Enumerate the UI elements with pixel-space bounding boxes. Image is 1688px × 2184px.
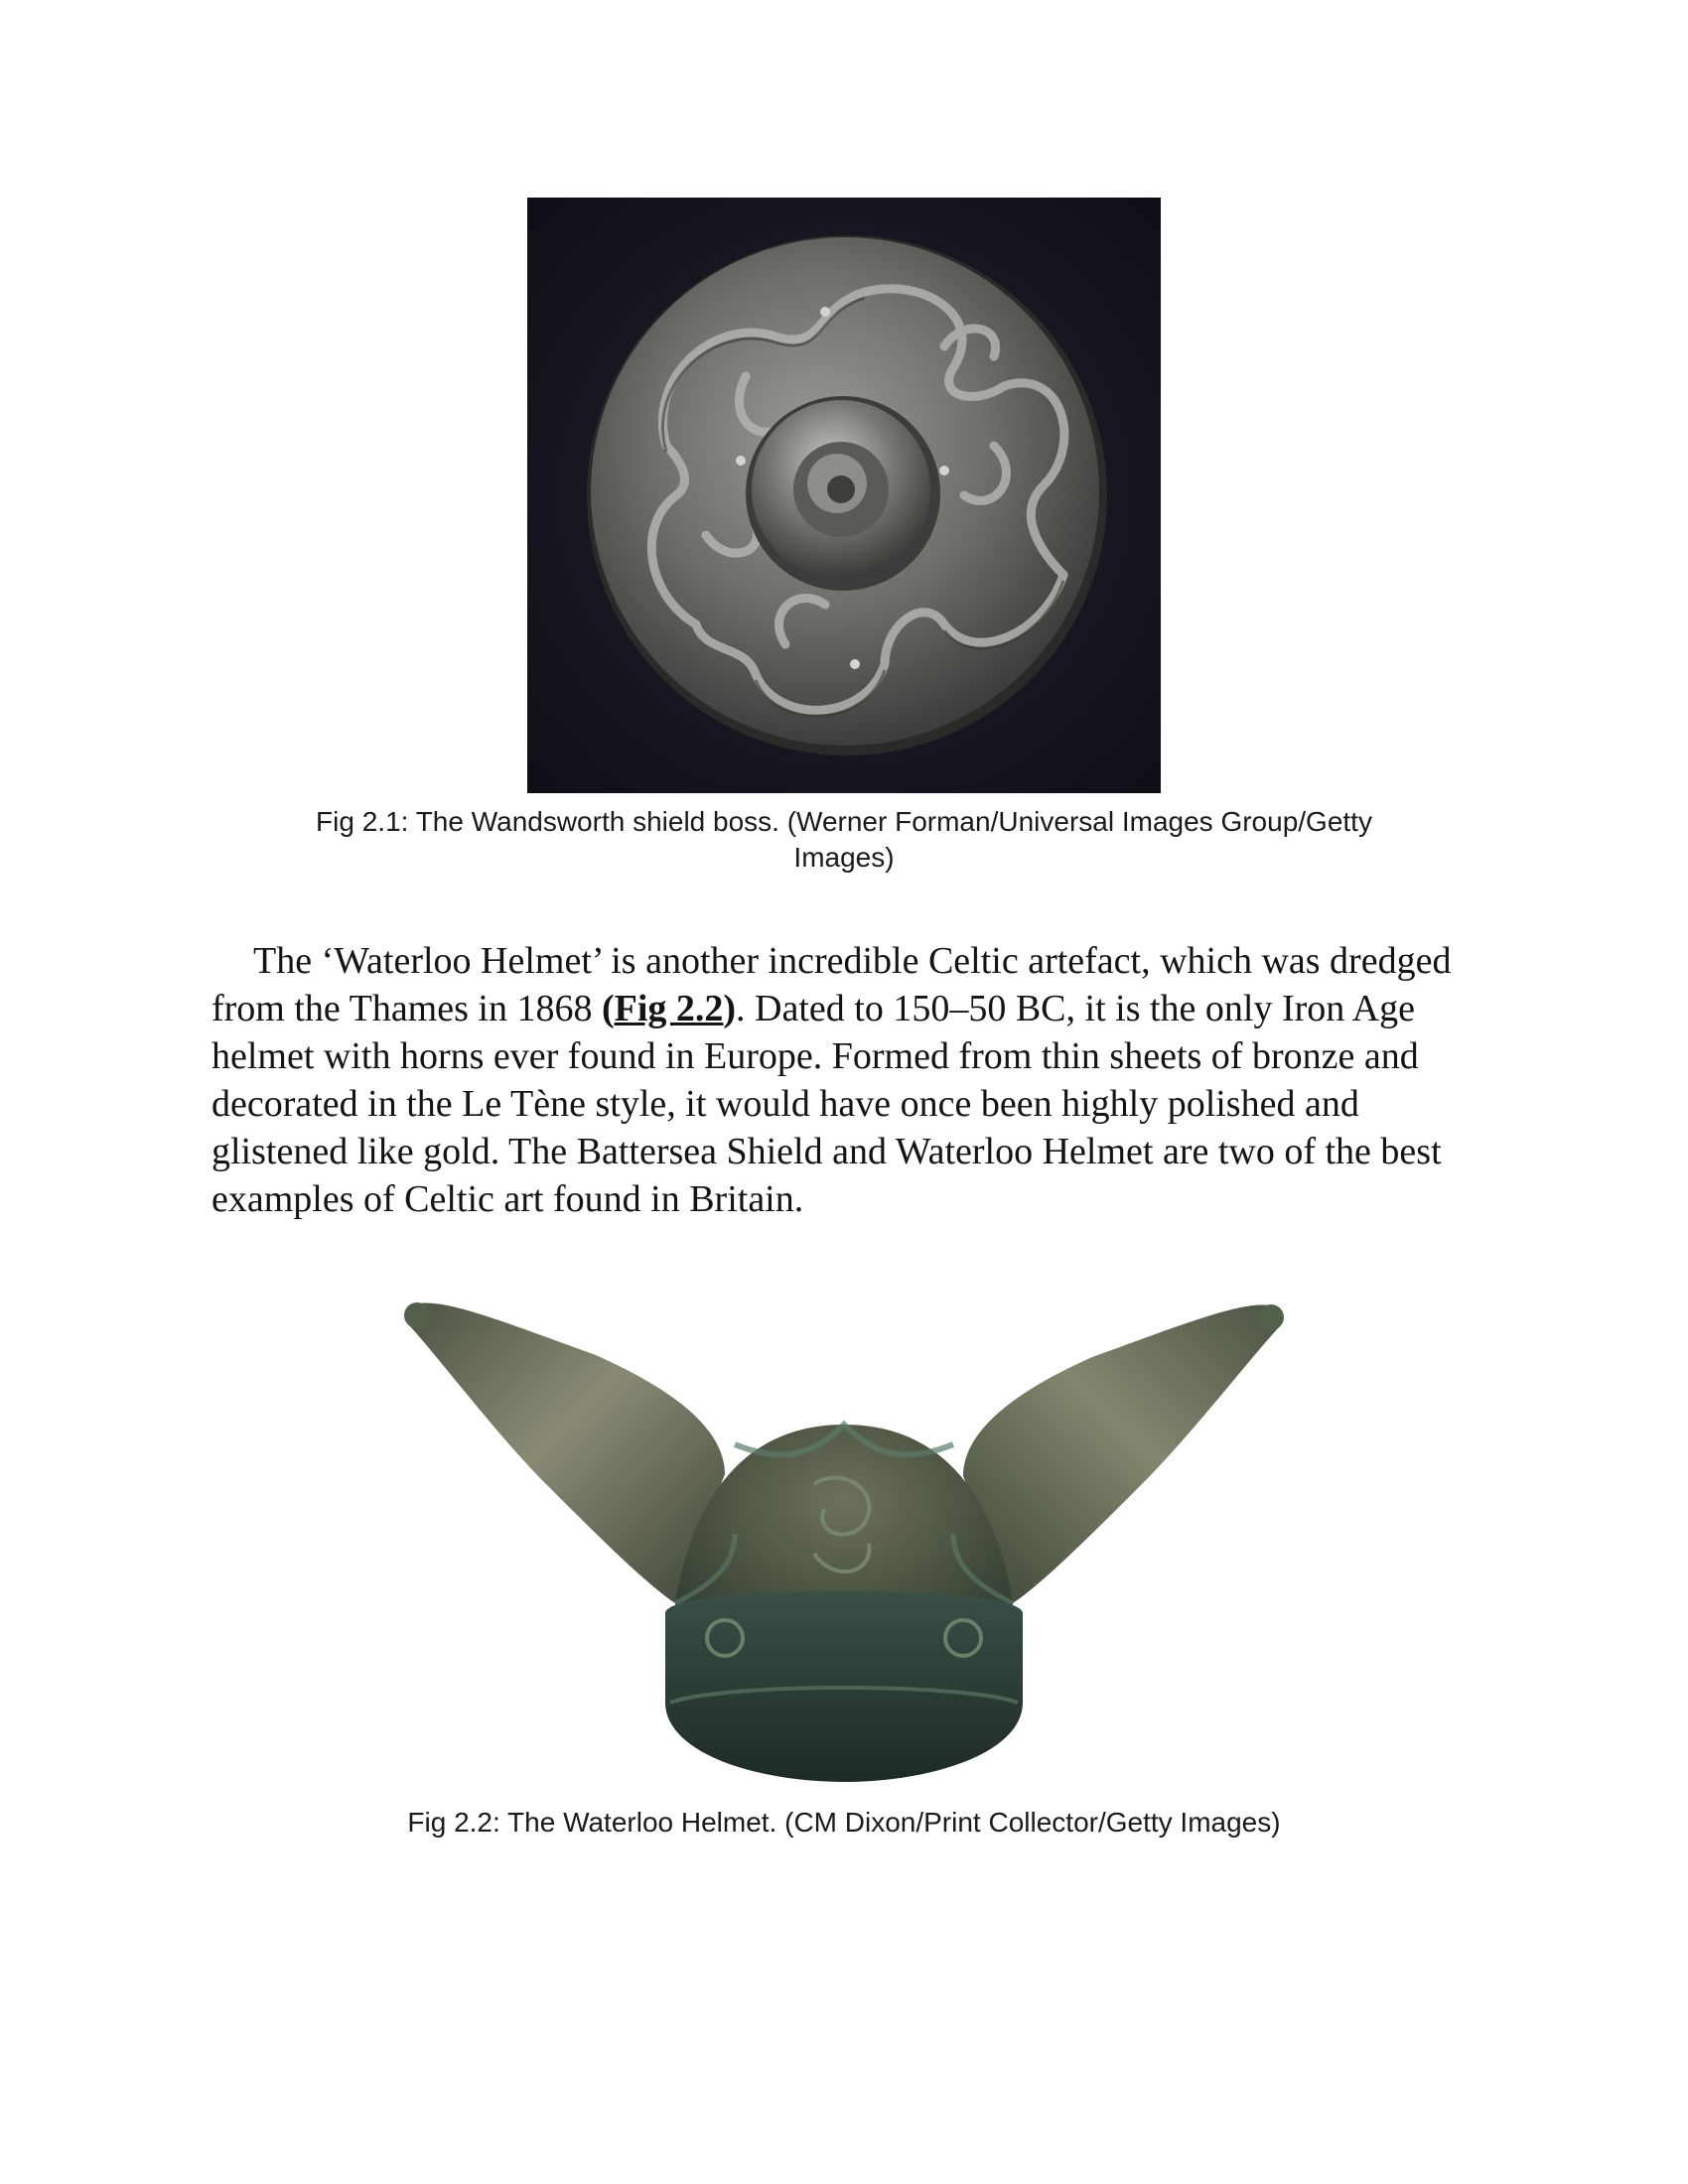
paragraph-text [211,937,1502,1223]
shield-boss-image [527,198,1161,793]
figure-2-2-reference[interactable] [602,988,736,1029]
figure-2-1-caption-line1: Fig 2.1: The Wandsworth shield boss. (Werner Forman/Universal Images Group/Getty [316,806,1372,837]
paragraph-text-after-ref: . Dated to 150–50 BC, it is the only Iron Age helmet with horns ever found in Europe. Formed from thin sheets of bronze and decorated in the Le Tène style, it would have once been highly polished and glistened like gold. The Battersea Shield and Waterloo Helmet are two of the best examples of Celtic art found in Britain. [211,988,1442,1220]
waterloo-helmet-image [397,1286,1291,1782]
figure-2-1-caption-line2: Images) [793,842,895,873]
figure-ref-close-paren: ) [723,988,737,1029]
figure-2-1-caption [199,804,1489,876]
figure-2-2-caption: Fig 2.2: The Waterloo Helmet. (CM Dixon/Print Collector/Getty Images) [407,1807,1281,1838]
paragraph-text-before-ref: The ‘Waterloo Helmet’ is another incredible Celtic artefact, which was dredged from the Thames in 1868 [211,940,1452,1029]
figure-ref-label: Fig 2.2 [614,988,724,1029]
figure-ref-open-paren: ( [601,988,615,1029]
body-paragraph [211,937,1502,1223]
